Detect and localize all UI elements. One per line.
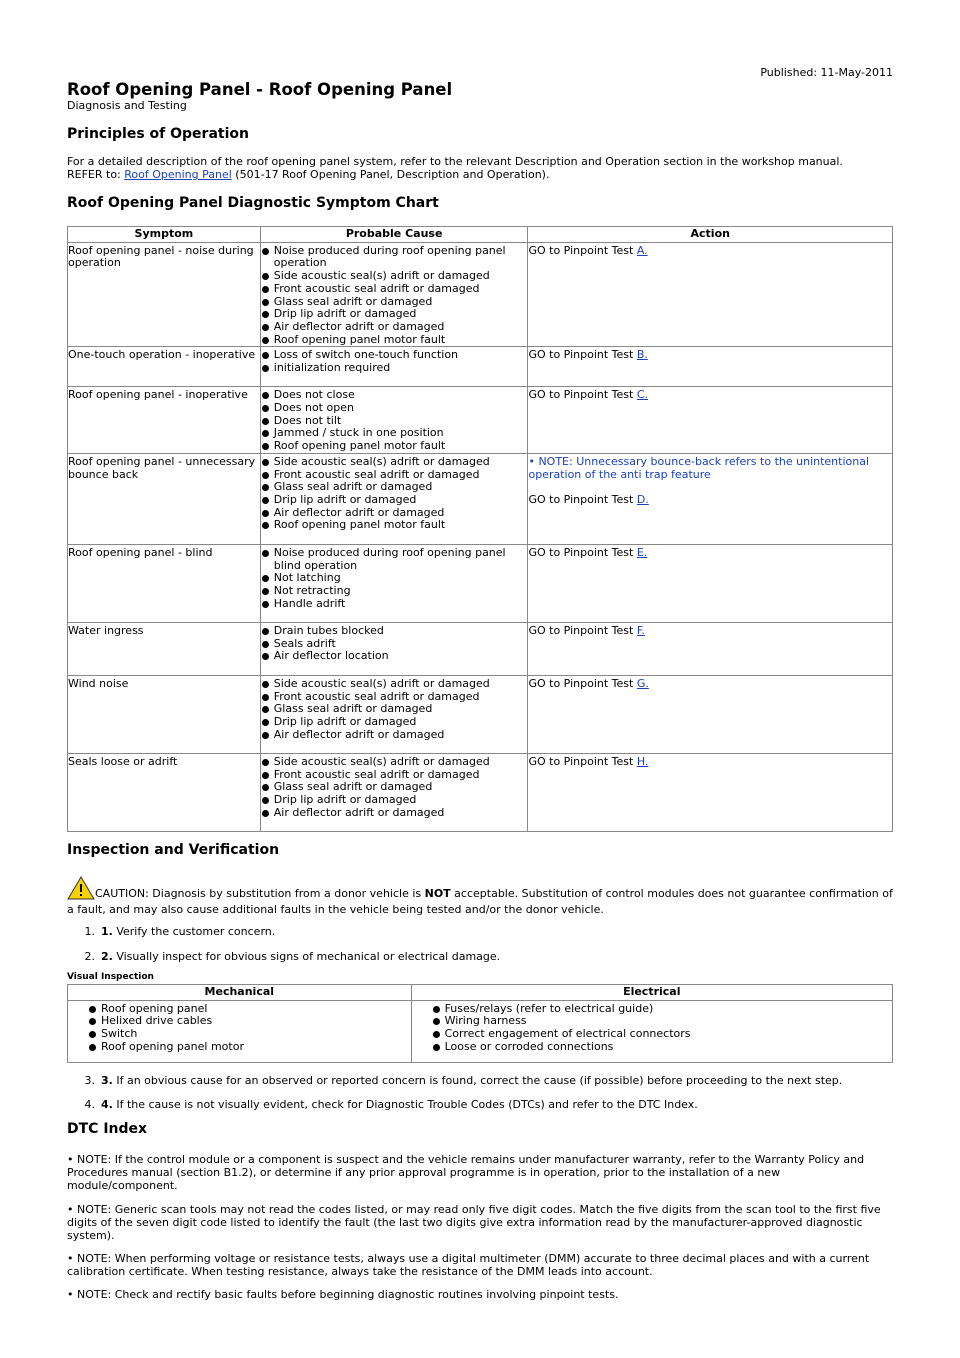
symptom-chart-heading: Roof Opening Panel Diagnostic Symptom Chart [67,195,439,211]
pinpoint-test-link[interactable]: H. [636,754,649,768]
cause-list [261,245,528,347]
symptom-cell: Seals loose or adrift [68,753,261,831]
table-row [68,242,893,347]
probable-cause-cell [260,675,528,753]
list-item: Noise produced during roof opening panel operation [261,245,528,270]
list-item: Fuses/relays (refer to electrical guide) [432,1003,892,1016]
list-item: Wiring harness [432,1015,892,1028]
list-item: Side acoustic seal(s) adrift or damaged [261,756,528,769]
list-item: Loss of switch one-touch function [261,349,528,362]
step-4: 4. 4. If the cause is not visually evident, check for Diagnostic Trouble Codes (DTCs) and refer to the DTC Index. [84,1098,698,1111]
action-text: GO to Pinpoint Test [528,348,637,362]
list-item: Seals adrift [261,638,528,651]
visual-inspection-table [67,984,893,1063]
pinpoint-test-link[interactable]: A. [636,243,648,257]
symptom-cell: Water ingress [68,622,261,675]
warning-triangle-icon [67,876,95,903]
probable-cause-cell [260,753,528,831]
action-cell [528,622,893,675]
list-item: initialization required [261,362,528,375]
step-2: 2. 2. Visually inspect for obvious signs of mechanical or electrical damage. [84,950,501,963]
mechanical-cell [68,1000,412,1062]
list-item: Helixed drive cables [88,1015,411,1028]
table-row [68,453,893,544]
page-subtitle: Diagnosis and Testing [67,99,187,112]
column-header-electrical: Electrical [411,985,892,1001]
list-item: Roof opening panel [88,1003,411,1016]
list-item: Front acoustic seal adrift or damaged [261,469,528,482]
table-row [68,347,893,387]
list-item: Not retracting [261,585,528,598]
cause-list [261,349,528,374]
action-text: GO to Pinpoint Test [528,243,637,257]
column-header-probable-cause: Probable Cause [260,227,528,243]
list-item: Does not open [261,402,528,415]
pinpoint-test-link[interactable]: B. [636,348,648,362]
table-row [68,675,893,753]
list-item: Side acoustic seal(s) adrift or damaged [261,456,528,469]
list-item: Loose or corroded connections [432,1041,892,1054]
action-note: • NOTE: Unnecessary bounce-back refers to the unintentional operation of the anti trap feature [528,454,870,481]
list-item: Handle adrift [261,598,528,611]
probable-cause-cell [260,387,528,454]
dtc-note-scan-tools: • NOTE: Generic scan tools may not read the codes listed, or may read only five digit codes. Match the five digits from the scan tool to the first five digits of the seven digit code listed to identify the fault (the last two digits give extra information read by the manufacturer-approved diagnostic system). [67,1203,881,1242]
column-header-symptom: Symptom [68,227,261,243]
cause-list [261,547,528,611]
list-item: Correct engagement of electrical connectors [432,1028,892,1041]
pinpoint-test-link[interactable]: G. [636,676,649,690]
list-item: Does not tilt [261,415,528,428]
list-item: Air deflector adrift or damaged [261,807,528,820]
pinpoint-test-link[interactable]: E. [636,545,648,559]
action-text: GO to Pinpoint Test [528,388,637,402]
page-title: Roof Opening Panel - Roof Opening Panel [67,80,453,99]
inspection-heading: Inspection and Verification [67,842,280,858]
step-3: 3. 3. If an obvious cause for an observed or reported concern is found, correct the cause (if possible) before proceeding to the next step. [84,1074,843,1087]
symptom-cell: Roof opening panel - unnecessary bounce back [68,453,261,544]
list-item: Air deflector adrift or damaged [261,321,528,334]
list-item: Jammed / stuck in one position [261,427,528,440]
dtc-index-heading: DTC Index [67,1121,148,1137]
list-item: Drip lip adrift or damaged [261,716,528,729]
list-item: Noise produced during roof opening panel blind operation [261,547,528,572]
list-item: Roof opening panel motor fault [261,519,528,532]
list-item: Glass seal adrift or damaged [261,781,528,794]
action-cell [528,544,893,622]
list-item: Switch [88,1028,411,1041]
table-row [68,544,893,622]
action-text: GO to Pinpoint Test [528,676,637,690]
pinpoint-test-link[interactable]: D. [636,493,649,507]
action-text: GO to Pinpoint Test [528,545,637,559]
published-date: Published: 11-May-2011 [760,66,893,79]
list-item: Drip lip adrift or damaged [261,494,528,507]
probable-cause-cell [260,347,528,387]
principles-text: For a detailed description of the roof opening panel system, refer to the relevant Description and Operation section in the workshop manual. REFER to: Roof Opening Panel (501-17 Roof Opening Panel, Description and Operation). [67,155,843,181]
action-text: GO to Pinpoint Test [528,754,637,768]
symptom-cell: Wind noise [68,675,261,753]
list-item: Roof opening panel motor [88,1041,411,1054]
column-header-mechanical: Mechanical [68,985,412,1001]
electrical-cell [411,1000,892,1062]
probable-cause-cell [260,544,528,622]
action-cell [528,675,893,753]
list-item: Side acoustic seal(s) adrift or damaged [261,678,528,691]
symptom-cell: Roof opening panel - inoperative [68,387,261,454]
cause-list [261,678,528,742]
pinpoint-test-link[interactable]: C. [636,388,649,402]
probable-cause-cell [260,242,528,347]
list-item: Not latching [261,572,528,585]
list-item: Drip lip adrift or damaged [261,794,528,807]
list-item: Glass seal adrift or damaged [261,481,528,494]
roof-opening-panel-link[interactable]: Roof Opening Panel [124,168,232,181]
pinpoint-test-link[interactable]: F. [636,623,645,637]
action-cell [528,242,893,347]
list-item: Air deflector location [261,650,528,663]
principles-heading: Principles of Operation [67,126,249,142]
table-row [68,387,893,454]
action-cell [528,387,893,454]
dtc-note-basic-faults: • NOTE: Check and rectify basic faults before beginning diagnostic routines involving pinpoint tests. [67,1288,619,1301]
list-item: Air deflector adrift or damaged [261,729,528,742]
cause-list [261,756,528,820]
action-cell [528,347,893,387]
list-item: Roof opening panel motor fault [261,334,528,347]
symptom-cell: One-touch operation - inoperative [68,347,261,387]
cause-list [261,456,528,532]
action-cell [528,453,893,544]
list-item: Front acoustic seal adrift or damaged [261,691,528,704]
probable-cause-cell [260,453,528,544]
list-item: Does not close [261,389,528,402]
column-header-action: Action [528,227,893,243]
action-text: GO to Pinpoint Test [528,623,637,637]
list-item: Front acoustic seal adrift or damaged [261,283,528,296]
list-item: Glass seal adrift or damaged [261,703,528,716]
cause-list [261,389,528,453]
action-text: GO to Pinpoint Test [528,493,637,507]
visual-inspection-title: Visual Inspection [67,972,154,982]
step-1: 1. 1. Verify the customer concern. [84,925,276,938]
symptom-cell: Roof opening panel - noise during operation [68,242,261,347]
probable-cause-cell [260,622,528,675]
list-item: Front acoustic seal adrift or damaged [261,769,528,782]
table-row [68,753,893,831]
electrical-list [432,1003,892,1054]
table-row [68,622,893,675]
mechanical-list [88,1003,411,1054]
list-item: Glass seal adrift or damaged [261,296,528,309]
dtc-note-voltage: • NOTE: When performing voltage or resistance tests, always use a digital multimeter (DMM) accurate to three decimal places and with a current calibration certificate. When testing resistance, always take the resistance of the DMM leads into account. [67,1252,870,1278]
symptom-cell: Roof opening panel - blind [68,544,261,622]
list-item: Air deflector adrift or damaged [261,507,528,520]
action-cell [528,753,893,831]
dtc-note-warranty: • NOTE: If the control module or a component is suspect and the vehicle remains under manufacturer warranty, refer to the Warranty Policy and Procedures manual (section B1.2), or determine if any prior approval programme is in operation, prior to the installation of a new module/component. [67,1153,865,1192]
list-item: Side acoustic seal(s) adrift or damaged [261,270,528,283]
list-item: Drip lip adrift or damaged [261,308,528,321]
symptom-chart-table [67,226,893,832]
list-item: Roof opening panel motor fault [261,440,528,453]
caution-block: CAUTION: Diagnosis by substitution from a donor vehicle is NOT acceptable. Substitution of control modules does not guarantee confirmation of a fault, and may also cause additional faults in the vehicle being tested and/or the donor vehicle. [67,876,893,916]
list-item: Drain tubes blocked [261,625,528,638]
cause-list [261,625,528,663]
